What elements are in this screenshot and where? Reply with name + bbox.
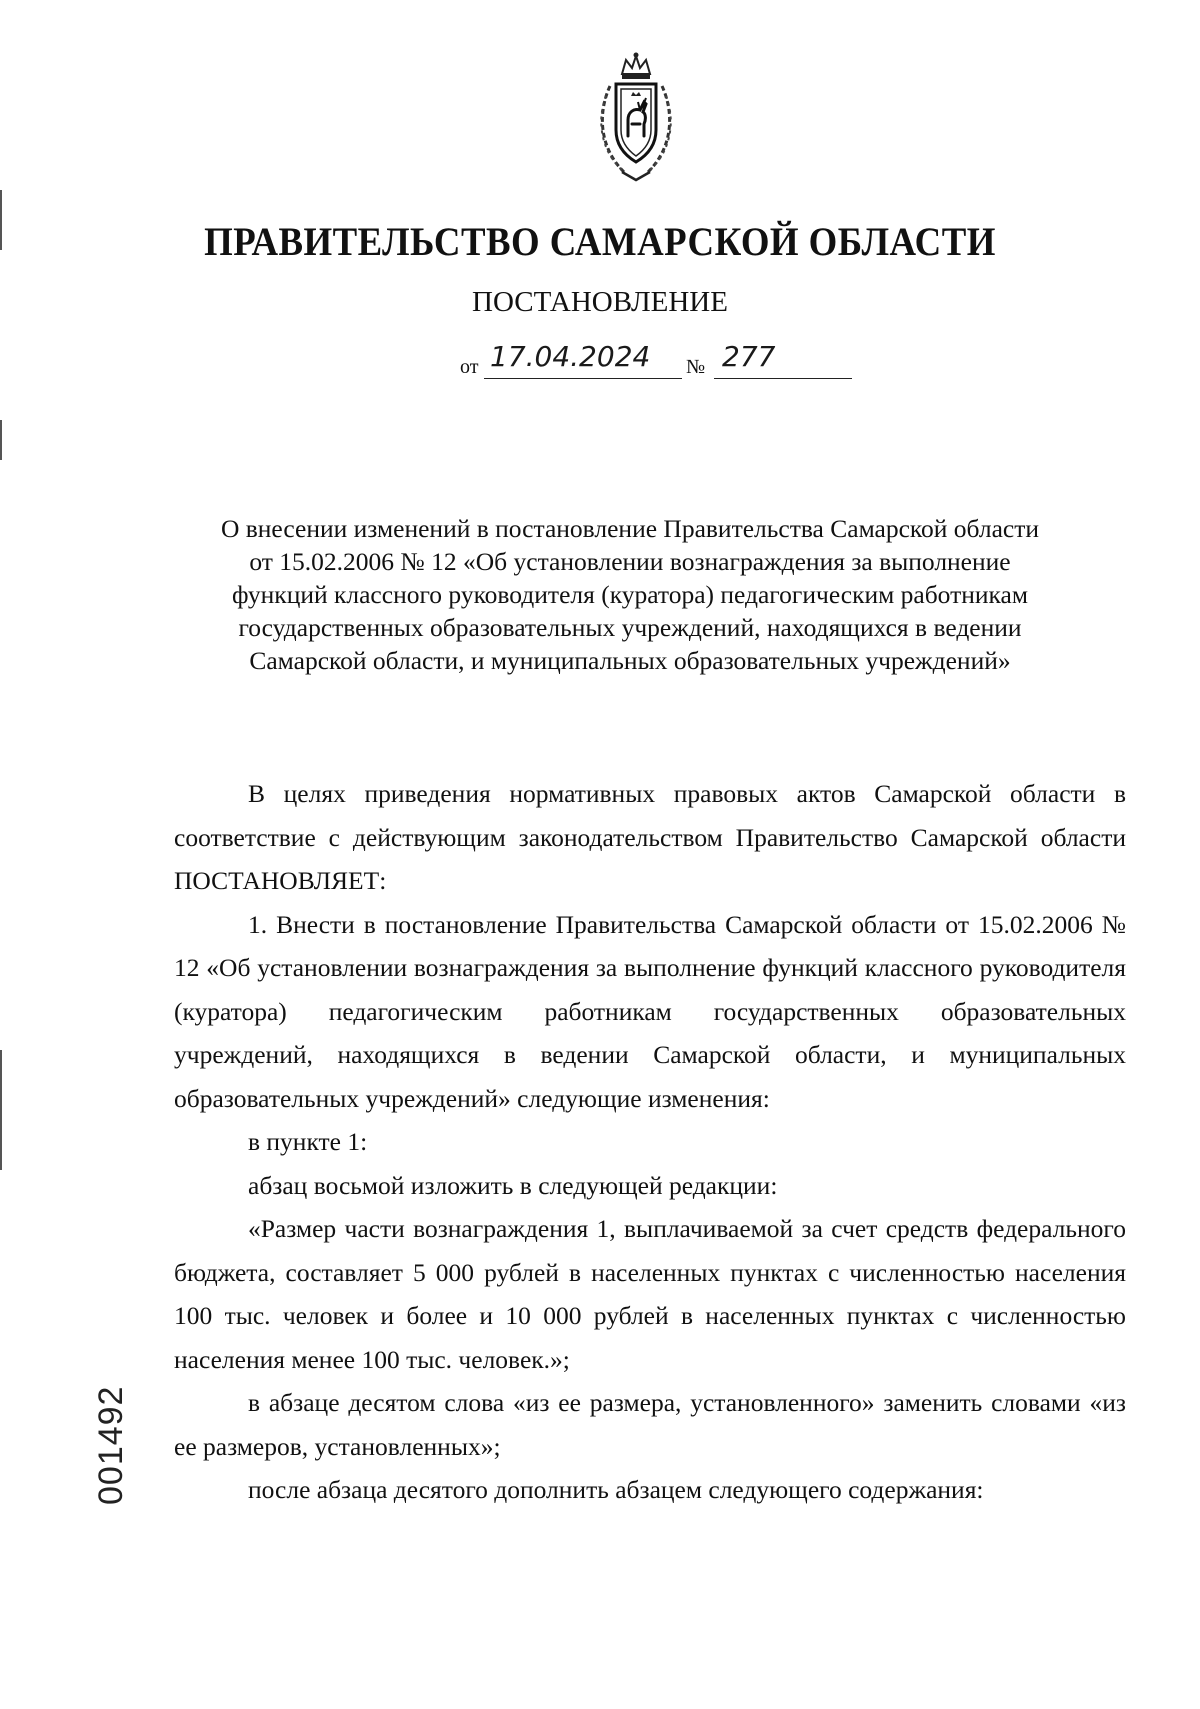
subject-line: О внесении изменений в постановление Правительства Самарской области	[220, 514, 1040, 543]
body-paragraph: 1. Внести в постановление Правительства Самарской области от 15.02.2006 № 12 «Об установлении вознаграждения за выполнение функций классного руководителя (куратора) педагогическим работникам государственных образовательных учреждений, находящихся в ведении Самарской области, и муниципальных образовательных учреждений» следующие изменения:	[174, 909, 1126, 1113]
handwritten-number: 277	[722, 340, 776, 373]
body-paragraph: после абзаца десятого дополнить абзацем следующего содержания:	[248, 1475, 984, 1504]
government-title: ПРАВИТЕЛЬСТВО САМАРСКОЙ ОБЛАСТИ	[204, 219, 996, 264]
margin-stamp-number: 001492	[92, 1385, 130, 1505]
document-subject	[160, 512, 1100, 677]
date-underline	[484, 378, 682, 379]
number-underline	[714, 378, 852, 379]
handwritten-date: 17.04.2024	[490, 340, 651, 373]
subject-line: функций классного руководителя (куратора) педагогическим работникам	[232, 580, 1028, 609]
document-type: ПОСТАНОВЛЕНИЕ	[472, 286, 728, 318]
number-label: №	[686, 356, 706, 378]
date-number-line	[460, 340, 860, 380]
body-paragraph: «Размер части вознаграждения 1, выплачиваемой за счет средств федерального бюджета, составляет 5 000 рублей в населенных пунктах с численностью населения 100 тыс. человек и более и 10 000 рублей в населенных пунктах с численностью населения менее 100 тыс. человек.»;	[174, 1214, 1126, 1374]
subject-line: государственных образовательных учреждений, находящихся в ведении	[238, 613, 1022, 642]
body-paragraph: в пункте 1:	[248, 1127, 368, 1156]
body-paragraph: абзац восьмой изложить в следующей редакции:	[248, 1170, 778, 1200]
subject-line: Самарской области, и муниципальных образовательных учреждений»	[249, 646, 1011, 675]
document-body	[174, 772, 1126, 1512]
date-label: от	[460, 356, 479, 378]
coat-of-arms-icon	[592, 52, 680, 184]
scan-edge-mark	[0, 190, 2, 250]
scan-edge-mark	[0, 1050, 2, 1170]
body-paragraph: в абзаце десятом слова «из ее размера, установленного» заменить словами «из ее размеров, установленных»;	[174, 1388, 1126, 1461]
body-paragraph: В целях приведения нормативных правовых актов Самарской области в соответствие с действующим законодательством Правительство Самарской области ПОСТАНОВЛЯЕТ:	[174, 779, 1126, 895]
subject-line: от 15.02.2006 № 12 «Об установлении вознаграждения за выполнение	[249, 547, 1011, 576]
scan-edge-mark	[0, 420, 2, 460]
